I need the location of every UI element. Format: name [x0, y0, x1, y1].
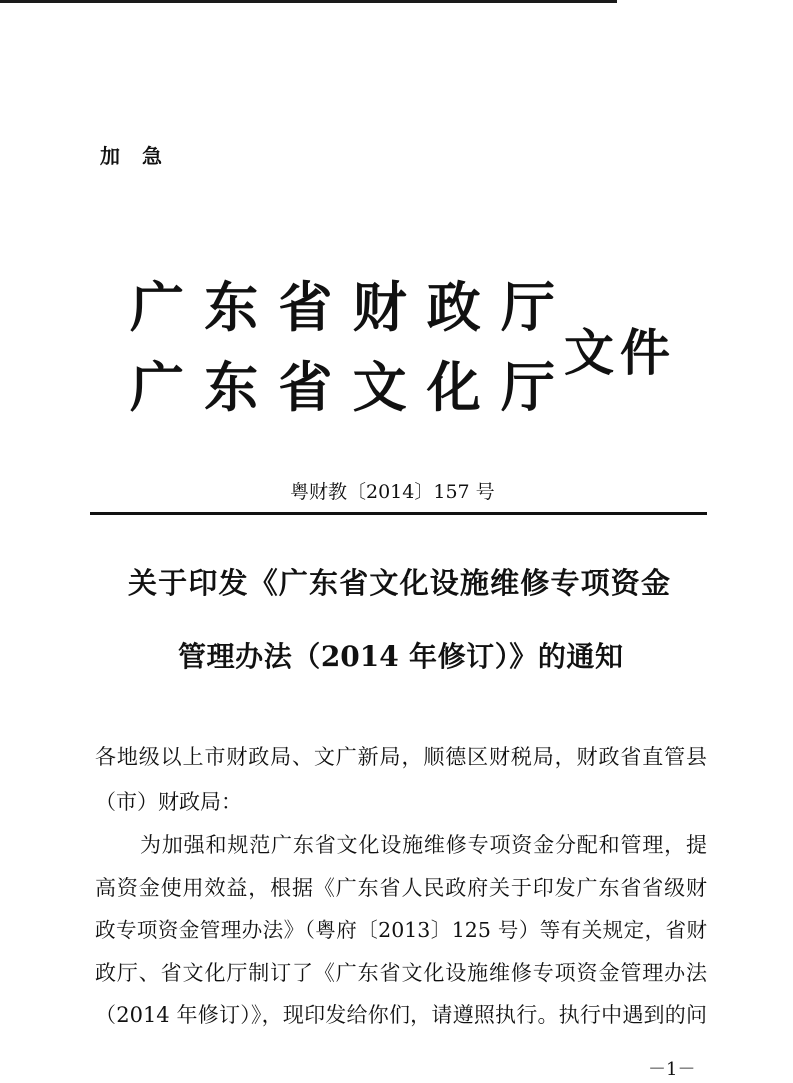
salutation-line: 各地级以上市财政局、文广新局，顺德区财税局，财政省直管县: [95, 745, 707, 769]
paragraph-line: 政厅、省文化厅制订了《广东省文化设施维修专项资金管理办法: [95, 961, 707, 985]
issuer-line-culture-department: 广东省文化厅: [130, 358, 555, 418]
header-rule: [90, 512, 707, 515]
paragraph-line: 高资金使用效益，根据《广东省人民政府关于印发广东省省级财: [95, 876, 707, 900]
salutation-line: （市）财政局：: [95, 790, 242, 814]
paragraph-line: 政专项资金管理办法》（粤府〔2013〕125 号）等有关规定，省财: [95, 918, 707, 942]
paragraph-line: 为加强和规范广东省文化设施维修专项资金分配和管理，提: [140, 833, 707, 857]
document-title-line-1: 关于印发《广东省文化设施维修专项资金: [128, 566, 670, 600]
scan-edge-mark: [0, 0, 617, 3]
document-number: 粤财教〔2014〕157 号: [290, 481, 495, 503]
document-suffix: 文件: [564, 325, 670, 381]
page-number: －1－: [648, 1059, 696, 1080]
issuer-line-finance-department: 广东省财政厅: [130, 278, 555, 338]
urgency-label: 加急: [100, 144, 162, 168]
paragraph-line: （2014 年修订）》，现印发给你们，请遵照执行。执行中遇到的问: [95, 1003, 707, 1027]
document-title-line-2: 管理办法（2014 年修订）》的通知: [178, 640, 623, 673]
